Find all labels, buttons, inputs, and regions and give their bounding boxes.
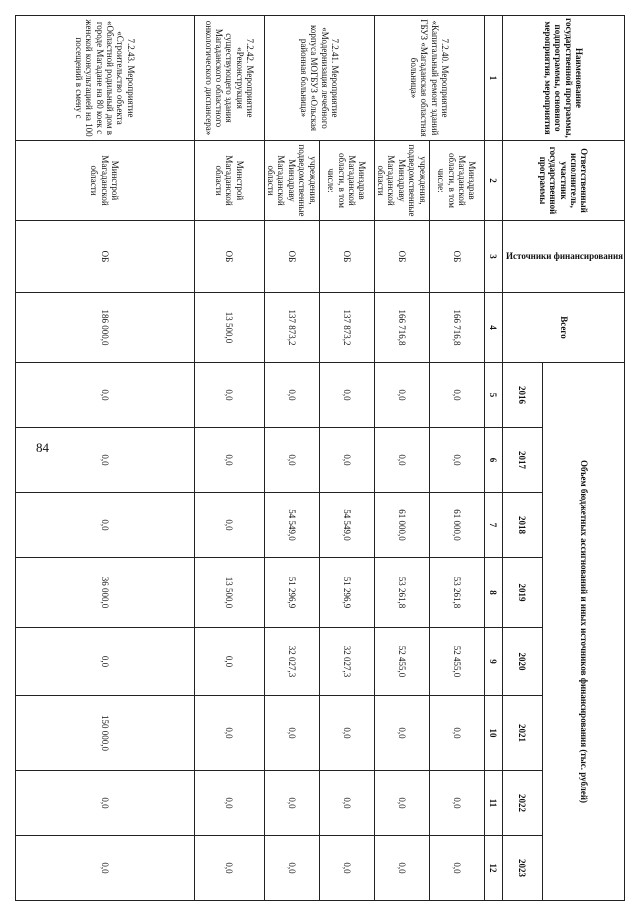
header-year: 2023: [502, 836, 542, 901]
col-number: 11: [484, 771, 502, 836]
header-executor: Ответственный исполнитель, участник государственной программы: [502, 141, 624, 221]
total-cell: 166 716,8: [429, 293, 484, 363]
year-cell: 0,0: [15, 836, 194, 901]
source-cell: ОБ: [194, 221, 264, 293]
measure-cell: 7.2.40. Мероприятие «Капитальный ремонт зданий ГБУЗ «Магаданская областная больница»: [374, 16, 484, 141]
year-cell: 54 549,0: [319, 493, 374, 558]
year-cell: 13 500,0: [194, 558, 264, 628]
source-cell: ОБ: [15, 221, 194, 293]
header-total: Всего: [502, 293, 624, 363]
year-cell: 0,0: [429, 771, 484, 836]
executor-cell: Минздрав Магаданской области, в том числе:: [429, 141, 484, 221]
col-number: 5: [484, 363, 502, 428]
executor-cell: Минстрой Магаданской области: [194, 141, 264, 221]
year-cell: 0,0: [264, 771, 319, 836]
year-cell: 61 000,0: [374, 493, 429, 558]
year-cell: 0,0: [15, 493, 194, 558]
total-cell: 137 873,2: [264, 293, 319, 363]
source-cell: ОБ: [264, 221, 319, 293]
year-cell: 0,0: [319, 836, 374, 901]
header-year: 2022: [502, 771, 542, 836]
col-number: 6: [484, 428, 502, 493]
year-cell: 52 455,0: [374, 628, 429, 696]
year-cell: 51 296,9: [264, 558, 319, 628]
header-source-text: Источники финансирования: [506, 251, 623, 262]
year-cell: 0,0: [374, 771, 429, 836]
total-cell: 186 000,0: [15, 293, 194, 363]
header-year: 2018: [502, 493, 542, 558]
measure-cell: 7.2.43. Мероприятие «Строительство объекта «Областной родильный дом в городе Магадане на 80 коек с женской консультацией на 100 посещений в смену с: [15, 16, 194, 141]
rotated-table-wrapper: [70, 15, 625, 900]
col-number: 7: [484, 493, 502, 558]
year-cell: 0,0: [194, 628, 264, 696]
year-cell: 0,0: [319, 771, 374, 836]
executor-cell: учреждения, подведомственные Минздраву Магаданской области: [264, 141, 319, 221]
table-row: [319, 16, 374, 901]
year-cell: 0,0: [15, 428, 194, 493]
page-number: 84: [36, 440, 49, 455]
year-cell: 0,0: [429, 428, 484, 493]
table-row: [374, 16, 429, 901]
table-row: [429, 16, 484, 901]
col-number: 2: [484, 141, 502, 221]
year-cell: 0,0: [194, 836, 264, 901]
year-cell: 0,0: [374, 836, 429, 901]
header-year: 2016: [502, 363, 542, 428]
year-cell: 0,0: [429, 836, 484, 901]
total-cell: 137 873,2: [319, 293, 374, 363]
year-cell: 0,0: [319, 363, 374, 428]
table-row: [194, 16, 264, 901]
col-number: 1: [484, 16, 502, 141]
executor-cell: Минстрой Магаданской области: [15, 141, 194, 221]
year-cell: 51 296,9: [319, 558, 374, 628]
year-cell: 0,0: [429, 363, 484, 428]
header-year: 2019: [502, 558, 542, 628]
total-cell: 166 716,8: [374, 293, 429, 363]
year-cell: 52 455,0: [429, 628, 484, 696]
year-cell: 53 261,8: [374, 558, 429, 628]
year-cell: 0,0: [429, 696, 484, 771]
col-number: 12: [484, 836, 502, 901]
source-cell: ОБ: [429, 221, 484, 293]
col-number: 4: [484, 293, 502, 363]
table-row: [15, 16, 194, 901]
year-cell: 0,0: [319, 696, 374, 771]
source-cell: ОБ: [374, 221, 429, 293]
col-number: 9: [484, 628, 502, 696]
year-cell: 54 549,0: [264, 493, 319, 558]
year-cell: 0,0: [194, 696, 264, 771]
total-cell: 13 500,0: [194, 293, 264, 363]
year-cell: 0,0: [264, 428, 319, 493]
year-cell: 0,0: [264, 836, 319, 901]
year-cell: 0,0: [374, 428, 429, 493]
header-source: [502, 221, 624, 293]
year-cell: 0,0: [264, 696, 319, 771]
funding-table: [15, 15, 625, 901]
measure-cell: 7.2.41. Мероприятие «Модернизация лечебного корпуса МОГБУЗ «Ольская районная больница»: [264, 16, 374, 141]
year-cell: 36 000,0: [15, 558, 194, 628]
header-year: 2020: [502, 628, 542, 696]
year-cell: 53 261,8: [429, 558, 484, 628]
executor-cell: Минздрав Магаданской области, в том числе:: [319, 141, 374, 221]
year-cell: 0,0: [15, 363, 194, 428]
year-cell: 0,0: [194, 363, 264, 428]
year-cell: 0,0: [194, 428, 264, 493]
year-cell: 0,0: [319, 428, 374, 493]
header-funding-group: Объем бюджетных ассигнований и иных источников финансирования (тыс. рублей): [542, 363, 624, 901]
measure-cell: 7.2.42. Мероприятие «Реконструкция существующего здания Магаданского областного онкологического диспансера»: [194, 16, 264, 141]
table-row: [264, 16, 319, 901]
year-cell: 0,0: [15, 628, 194, 696]
year-cell: 0,0: [374, 696, 429, 771]
year-cell: 0,0: [374, 363, 429, 428]
executor-cell: учреждения, подведомственные Минздраву Магаданской области: [374, 141, 429, 221]
year-cell: 0,0: [15, 771, 194, 836]
year-cell: 150 000,0: [15, 696, 194, 771]
year-cell: 61 000,0: [429, 493, 484, 558]
year-cell: 0,0: [194, 493, 264, 558]
col-number: 3: [484, 221, 502, 293]
header-year: 2021: [502, 696, 542, 771]
source-cell: ОБ: [319, 221, 374, 293]
year-cell: 32 027,3: [319, 628, 374, 696]
header-year: 2017: [502, 428, 542, 493]
col-number: 8: [484, 558, 502, 628]
col-number: 10: [484, 696, 502, 771]
year-cell: 32 027,3: [264, 628, 319, 696]
header-name: Наименование государственной программы, подпрограммы, основного мероприятия, мероприятия: [502, 16, 624, 141]
year-cell: 0,0: [194, 771, 264, 836]
year-cell: 0,0: [264, 363, 319, 428]
